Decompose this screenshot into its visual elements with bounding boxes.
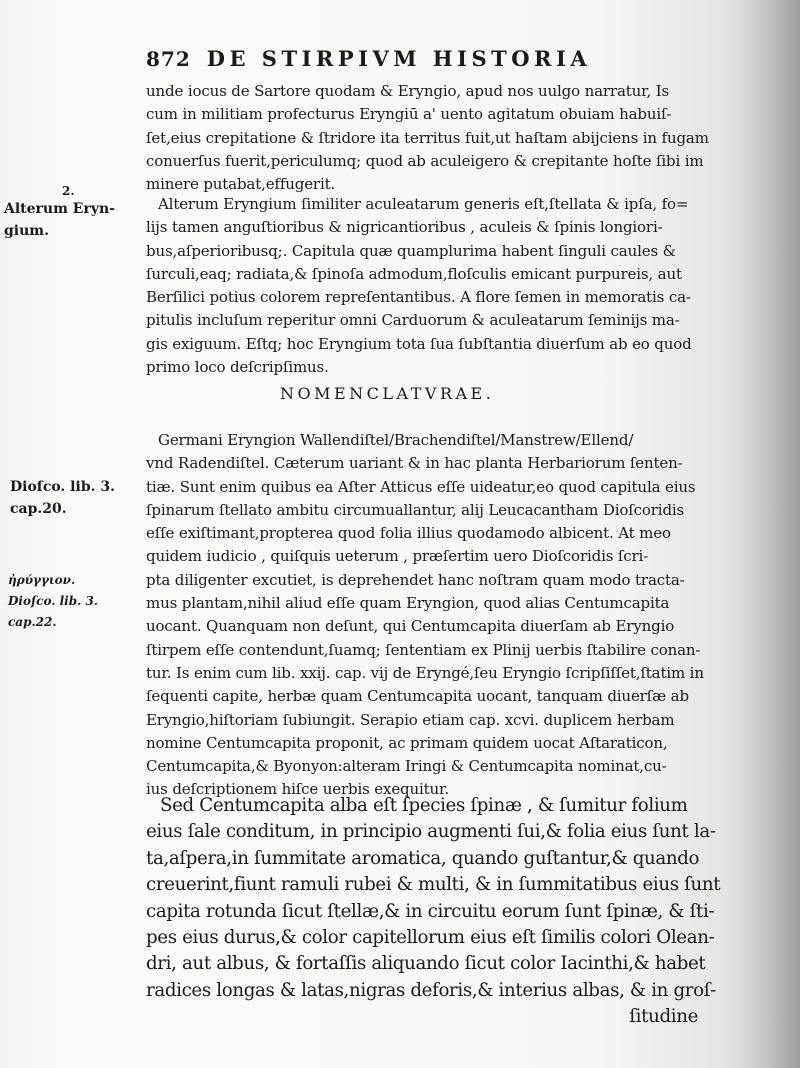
margin-note-alterum bbox=[4, 184, 115, 242]
margin-note-line: Alterum Eryn- bbox=[4, 201, 115, 217]
text-line: eius ſale conditum, in principio augmenti ſui,& folia eius ſunt la- bbox=[146, 821, 716, 843]
text-line: ſequenti capite, herbæ quam Centumcapita uocant, tanquam diuerſæ ab bbox=[146, 687, 689, 706]
text-line: tur. Is enim cum lib. xxij. cap. vij de Eryngé,ſeu Eryngio ſcripſiſſet,ſtatim in bbox=[146, 663, 704, 682]
text-line: radices longas & latas,nigras deforis,& interius albas, & in groſ- bbox=[146, 979, 716, 1001]
margin-note-dioscorides-2 bbox=[8, 570, 98, 633]
text-line: Germani Eryngion Wallendiſtel/Brachendiſtel/Manstrew/Ellend/ bbox=[158, 431, 634, 449]
text-line: uocant. Quanquam non deſunt, qui Centumcapita diuerſam ab Eryngio bbox=[146, 617, 675, 636]
text-line: Centumcapita,& Byonyon:alteram Iringi & Centumcapita nominat,cu- bbox=[146, 757, 667, 776]
margin-note-number: 2. bbox=[62, 184, 75, 198]
paragraph-serapio-quote bbox=[146, 793, 746, 1031]
text-line: quidem iudicio , quiſquis ueterum , præſertim uero Dioſcoridis ſcri- bbox=[146, 547, 649, 566]
text-line: nomine Centumcapita proponit, ac primam quidem uocat Aſtaraticon, bbox=[146, 733, 668, 752]
text-line: ius deſcriptionem hiſce uerbis exequitur. bbox=[146, 780, 450, 799]
text-line: bus,aſperioribusq;. Capitula quæ quamplurima habent ſinguli caules & bbox=[146, 241, 676, 260]
page-number: 872 bbox=[146, 47, 191, 71]
text-line: capita rotunda ſicut ſtellæ,& in circuitu eorum ſunt ſpinæ, & ſti- bbox=[146, 900, 715, 922]
text-line: eſſe exiſtimant,propterea quod folia illius quodamodo albicent. At meo bbox=[146, 524, 671, 543]
text-line: unde iocus de Sartore quodam & Eryngio, apud nos uulgo narratur, Is bbox=[146, 82, 670, 100]
text-line: Sed Centumcapita alba eſt ſpecies ſpinæ , & ſumitur folium bbox=[160, 795, 688, 816]
text-line: Berſilici potius colorem repreſentantibus. A flore ſemen in memoratis ca- bbox=[146, 288, 691, 307]
text-line: dri, aut albus, & fortaſſis aliquando ſicut color Iacinthi,& habet bbox=[146, 953, 706, 975]
text-line: gis exiguum. Eſtq; hoc Eryngium tota ſua ſubſtantia diuerſum ab eo quod bbox=[146, 334, 692, 353]
paragraph-sartore bbox=[146, 80, 746, 196]
text-line: pitulis incluſum reperitur omni Carduorum & aculeatarum ſeminijs ma- bbox=[146, 311, 680, 330]
text-line: pta diligenter excutiet, is deprehendet hanc noſtram quam modo tracta- bbox=[146, 570, 685, 589]
margin-note-dioscorides-1 bbox=[10, 476, 115, 520]
text-line: cum in militiam profecturus Eryngiū a' uento agitatum obuiam habuiſ- bbox=[146, 105, 672, 124]
text-line: ſurculi,eaq; radiata,& ſpinoſa admodum,floſculis emicant purpureis, aut bbox=[146, 264, 682, 283]
paragraph-alterum-eryngium bbox=[146, 193, 746, 379]
text-line: ſitudine bbox=[629, 1006, 698, 1028]
text-line: lijs tamen anguſtioribus & nigricantioribus , aculeis & ſpinis longiori- bbox=[146, 218, 663, 237]
text-line: tiæ. Sunt enim quibus ea Aſter Atticus eſſe uideatur,eo quod capitula eius bbox=[146, 477, 696, 496]
text-line: creuerint,fiunt ramuli rubei & multi, & in ſummitatibus eius ſunt bbox=[146, 874, 721, 896]
paragraph-nomenclature bbox=[146, 429, 746, 802]
running-header bbox=[146, 46, 746, 76]
text-line: ſpinarum ſtellato ambitu circumuallantur, alij Leucacantham Dioſcoridis bbox=[146, 500, 685, 519]
text-line: conuerſus fuerit,periculumq; quod ab aculeigero & crepitante hoſte ſibi im bbox=[146, 151, 704, 170]
text-line: ſet,eius crepitatione & ſtridore ita territus fuit,ut haſtam abijciens in fugam bbox=[146, 128, 709, 147]
text-line: primo loco deſcripſimus. bbox=[146, 358, 329, 377]
margin-note-line: cap.22. bbox=[8, 615, 57, 629]
text-line: ſtirpem eſſe contendunt,ſuamq; ſententiam ex Plinij uerbis ſtabilire conan- bbox=[146, 640, 701, 659]
margin-note-line: gium. bbox=[4, 223, 49, 239]
text-line: Alterum Eryngium ſimiliter aculeatarum generis eſt,ſtellata & ipſa, fo= bbox=[158, 195, 689, 213]
margin-note-greek: ἠρύγγιον. bbox=[8, 573, 76, 587]
margin-note-line: Dioſco. lib. 3. bbox=[8, 594, 98, 608]
text-line: mus plantam,nihil aliud eſſe quam Eryngion, quod alias Centumcapita bbox=[146, 594, 670, 613]
margin-note-line: Dioſco. lib. 3. bbox=[10, 479, 115, 495]
text-line: ta,aſpera,in ſummitate aromatica, quando guſtantur,& quando bbox=[146, 847, 700, 869]
section-heading: NOMENCLATVRAE. bbox=[280, 384, 495, 403]
margin-note-line: cap.20. bbox=[10, 501, 67, 517]
text-line: Eryngio,hiſtoriam ſubiungit. Serapio etiam cap. xcvi. duplicem herbam bbox=[146, 710, 675, 729]
running-title: DE STIRPIVM HISTORIA bbox=[206, 46, 592, 71]
text-line: vnd Radendiſtel. Cæterum uariant & in hac planta Herbariorum ſenten- bbox=[146, 454, 683, 473]
text-line: pes eius durus,& color capitellorum eius eſt ſimilis colori Olean- bbox=[146, 926, 715, 948]
text-line: minere putabat,effugerit. bbox=[146, 175, 336, 194]
